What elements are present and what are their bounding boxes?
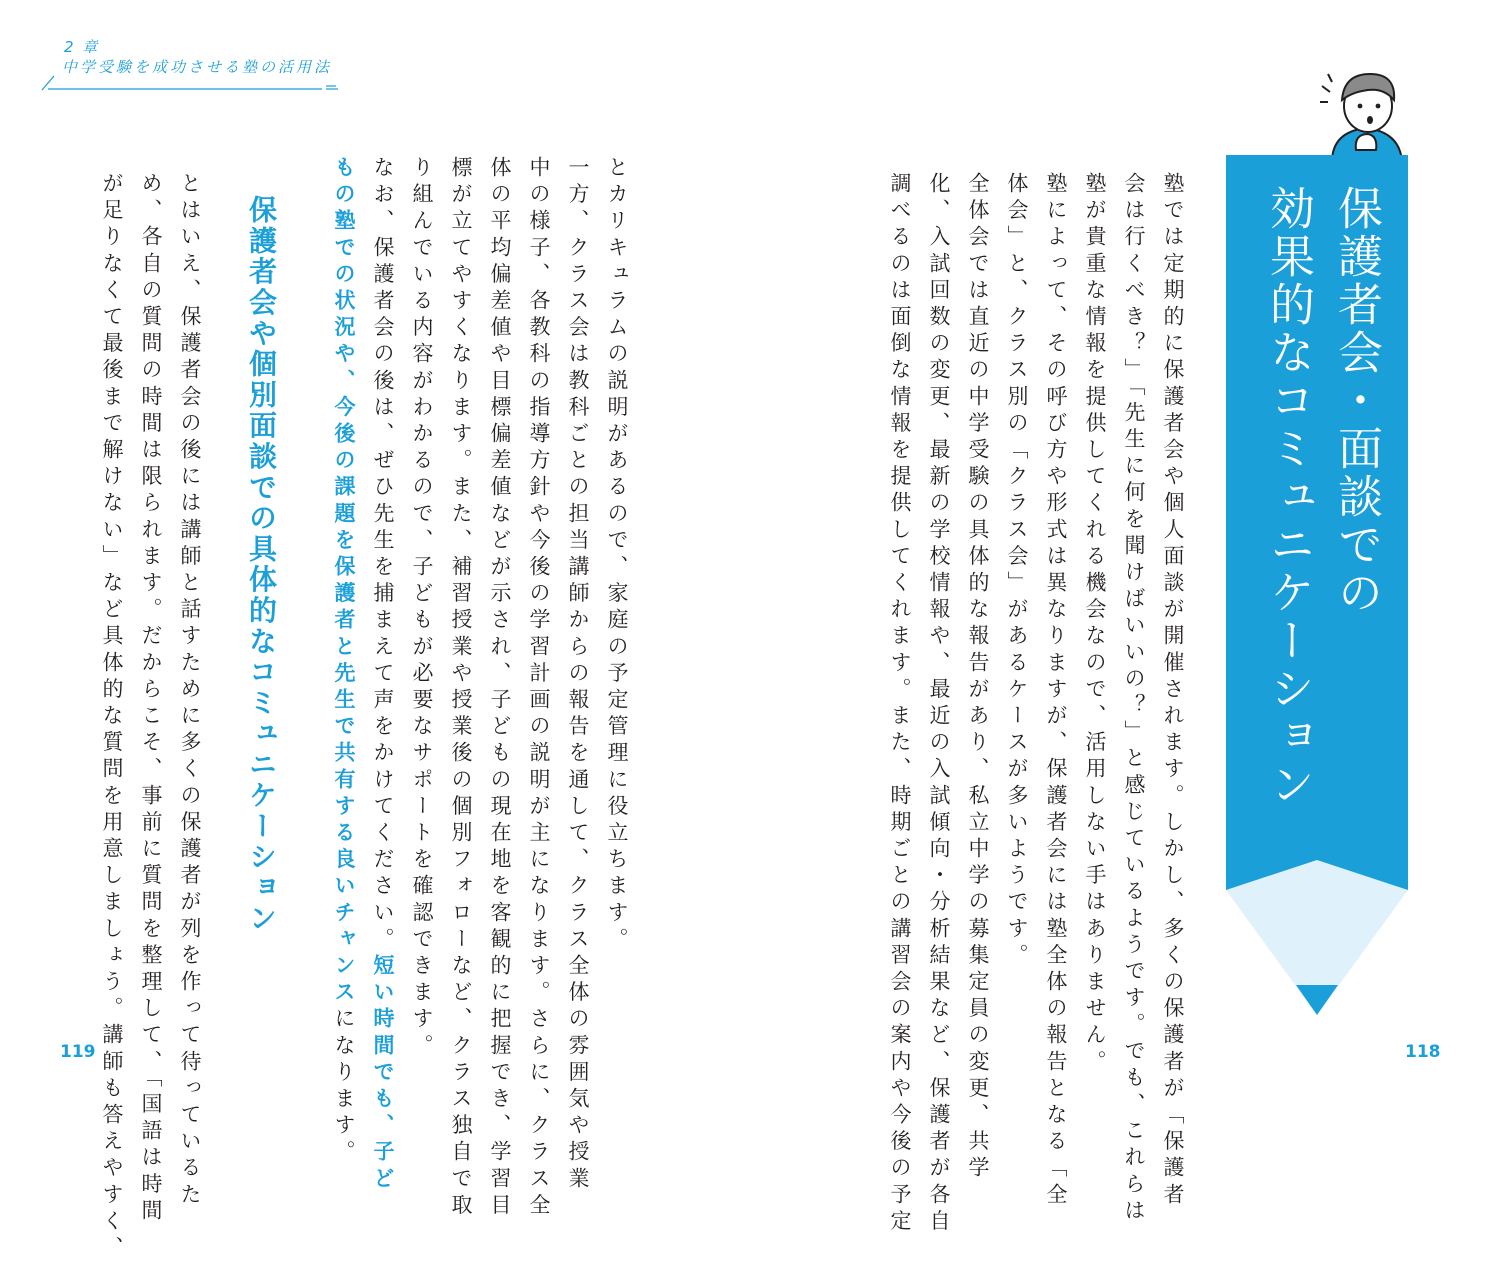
text-line (324, 156, 363, 1167)
chapter-title: 中学受験を成功させる塾の活用法 (62, 58, 333, 76)
text-line: 化、入試回数の変更、最新の学校情報や、最近の入試傾向・分析結果など、保護者が各自 (927, 172, 951, 1236)
text-line (363, 156, 402, 1194)
text-line: とカリキュラムの説明があるので、家庭の予定管理に役立ちます。 (605, 156, 629, 954)
worried-parent-icon (1318, 62, 1414, 162)
section-title (1240, 185, 1390, 945)
subheading: 保護者会や個別面談での具体的なコミュニケーション (245, 195, 278, 935)
page-number-left: 119 (60, 1042, 96, 1062)
section-title-line2: 効果的なコミュニケーション (1262, 185, 1315, 809)
text-line: 調べるのは面倒な情報を提供してくれます。また、時期ごとの講習会の案内や今後の予定 (888, 172, 912, 1236)
text-line: とはいえ、保護者会の後には講師と話すために多くの保護者が列を作って待っているた (178, 172, 202, 1210)
text-line: が足りなくて最後まで解けない」など具体的な質問を用意しましょう。講師も答えやすく、 (100, 172, 124, 1263)
text-line: 塾では定期的に保護者会や個人面談が開催されます。しかし、多くの保護者が「保護者 (1161, 172, 1185, 1210)
text-line: 標が立てやすくなります。また、補習授業や授業後の個別フォローなど、クラス独自で取 (449, 156, 473, 1220)
text-highlight: 短い時間でも、子ど (371, 954, 395, 1194)
text-plain: になります。 (332, 1007, 356, 1167)
heading-banner (1226, 155, 1408, 1015)
text-line: 全体会では直近の中学受験の具体的な報告があり、私立中学の募集定員の変更、共学 (966, 172, 990, 1183)
section-title-line1: 保護者会・面談での (1330, 185, 1383, 617)
text-line: 中の様子、各教科の指導方針や今後の学習計画の説明が主になります。さらに、クラス全 (527, 156, 551, 1220)
text-line: 塾が貴重な情報を提供してくれる機会なので、活用しない手はありません。 (1083, 172, 1107, 1077)
text-highlight: もの塾での状況や、今後の課題を保護者と先生で共有する良いチャンス (332, 156, 356, 1008)
chapter-number: 2 章 (64, 38, 100, 56)
chapter-rule (40, 74, 340, 92)
text-line: 体会」と、クラス別の「クラス会」があるケースが多いようです。 (1005, 172, 1029, 970)
left-body-main (324, 156, 636, 1220)
text-line: 会は行くべき？」「先生に何を聞けばいいの？」と感じているようです。でも、これらは (1122, 172, 1146, 1226)
text-line: め、各自の質問の時間は限られます。だからこそ、事前に質問を整理して、「国語は時間 (139, 172, 163, 1226)
page-number-right: 118 (1405, 1042, 1441, 1062)
text-line: 一方、クラス会は教科ごとの担当講師からの報告を通して、クラス全体の雰囲気や授業 (566, 156, 590, 1194)
text-line: 塾によって、その呼び方や形式は異なりますが、保護者会には塾全体の報告となる「全 (1044, 172, 1068, 1210)
text-plain: なお、保護者会の後は、ぜひ先生を捕まえて声をかけてください。 (371, 156, 395, 954)
right-body (880, 172, 1192, 1236)
text-line: 体の平均偏差値や目標偏差値などが示され、子どもの現在地を客観的に把握でき、学習目 (488, 156, 512, 1220)
left-body-sub (92, 172, 209, 1263)
text-line: り組んでいる内容がわかるので、子どもが必要なサポートを確認できます。 (410, 156, 434, 1061)
